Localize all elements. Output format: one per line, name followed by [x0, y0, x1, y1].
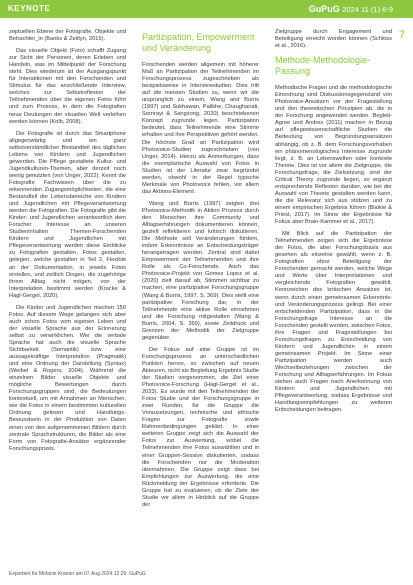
journal-title: [309, 4, 393, 14]
paragraph: Methodische Fragen und die methodologische Einordnung sind Diskussionsgegenstand von Photovoice-Ansätzen vor der Fragestellung und den theoretischen Prinzipien ab, die in der Forschung angewendet werden. Begleit-Agree und Andres (2011) machen in Bezug auf pflegewissenschaftliche Studien die Bedeutung von Begründungsansätzen abhängig, ob z. B. dem Forschungsvorhaben ein phänomenologisches Interesse zugrunde liegt, z. B. an Lebenswelten oder konkrete Theorie. Dies ist vor allem die Zielgruppe, die Forschungsfrage, die Zielsetzung, sind der Critical Theory zugrunde liegen, so ergänzt entsprechende Reflexion darüber, wie bei der Auswahl von Theorie gestalten werden kann, die die Relevanz sich aus stützen und zu einem empirischen Ergebnis führen (Blaikie & Priest, 2017). Im Sinne der Ergebnisse für Fokus aber Brain-Kammer et al., 2017).: [275, 85, 392, 226]
paragraph: Zielgruppe durch Engagement und Beteiligung erreicht worden können (Schloss et al., 2016).: [275, 29, 392, 50]
paragraph: Das visuelle Objekt (Foto) schafft Zugang zur Sicht der Personen, deren Erleben und Handeln, was im Mittelpunkt der Forschung steht. Dies wiederum ist der Ausgangspunkt für Interaktionen mit den Forschenden und Stimulus für das anschließende Interview, welches zur Selbstreflexion der Teilnehmenden über die eigenen Fotos führt und zum Prozess, in dem die Fotografien neue Deutungen der visuellen Welt verleihen werden können (Kolb, 2008).: [9, 48, 126, 125]
section-label: KEYNOTE: [8, 4, 51, 13]
section-heading: Partizipation, Empowerment und Veränderung: [142, 32, 255, 53]
journal-name: GuPuG: [308, 4, 340, 14]
column-middle: [142, 29, 259, 514]
header-bar: [0, 0, 413, 18]
column-right: [275, 29, 392, 419]
paragraph: Wang und Burris (1997) zeigten drei Photovoice-Methodik in Aktion Prozess durch den Menschen ihre Community und Alltagserfahrungen dokumentieren können, gezielt reflektieren und kritisch diskutieren. Die Methode soll Veränderungen fördern, indem Erkenntnisse an Entscheidungsträger herangetragen werden. Zentral sind dabei Empowerment der Teilnehmenden und ihre Rolle als Co-Forschende. Auch das Photovoice-Projekt von Gomez Lopez et al. (2020) zielt darauf ab, Stimmen sichtbar zu machen, eine partizipative Forschungsgruppe (Wang & Burris, 1997, S. 369). Dies stellt eine partizipative Forschung dar, in der Teilnehmende eine aktive Rolle einnehmen und die Forschung mitgestalten (Wang & Burris, 2004, S. 369), sowie Zeitdruck und Grenzen der Methodik der Zielgruppe gegenüber.: [142, 200, 259, 341]
section-heading: Methode-Methodologie-Passung: [275, 55, 371, 77]
column-left: [9, 29, 126, 458]
paragraph: Forschenden werden allgemein mit höherer Maß an Partizipation der Teilnehmenden im Forschungsprozess zugeschrieben als beispielsweise in Interviewstudien. Dies tritt auf die meisten Studien zu, wenn wir die ursprünglich zu einem, Wang and Burris (1997) und Sukhawan, Palikhe, Chaughanati, Sornrayi & Sangsong, 2020) beschriebenen Konzept zugrunde legen. Partizipation bedeutet, dass Teilnehmende eine Stimme erhalten und ihre Perspektiven gehört werden. Die höchste Grad an Partizipation wird Photovoice-Studien zugeschrieben (von Unger, 2014). Hierzu als Anmerkungen, dass die exemplarische Auswahl von Fotos in Studien ist der Literatur zwar begründet werden, obwohl in der Regel typische Merkmale von Photovoice fehlen, vor allem das Aktions-Element.: [142, 62, 259, 195]
footer-export-note: Exportiert für Melanie Kramer am 07.Aug.2024 12:29. GuPuG: [9, 571, 146, 577]
paragraph: Mit Blick auf die Partizipation der Teilnehmenden zeigen sich die Ergebnisse der Fotos, die aber Forschungsbasis aus gesehen als einzelne gewählt, wenn z. B. Fotografien ohne Beteiligung der Forschenden gemacht werden, welche Wege und Werte über Interpretationen und vergleichende Fotografien gewählt. Kennzeichen des kritischen Ansatzes ist, wenn durch einen gemeinsamen Erkenntnis- und Veränderungsprozess gelingt. Bei einer entscheidenden Partizipation, dass in die Forschungsfrage Interesse an die Forschenden gestellt werden, zwischen Fotos, ihre Fragen und Fragestellungen bei Forschungsfragen zu Entscheidung von Kindern und Jugendlichen in einem gemeinsamen Projekt. Im Sinne einer Partizipation werden auch Wechselbeziehungen zwischen der Forschung und Alltagserfahrungen. Im Fokus stehen auch Fragen nach Anerkennung von Kindern und Jugendlichen mit Pflegeverantwortung, sodass Ergebnisse und Handlungsempfehlungen zu weiteren Entscheidungen beitragen.: [275, 231, 392, 414]
paragraph: zeptuellen Ebene der Fotografie, Objekte und Betrachter_in (Banks & Zeitlyn, 2015).: [9, 29, 126, 43]
paragraph: Die Fotografie ist durch das Smartphone allgegenwärtig und ein ganz selbstverständlicher Bestandteil des täglichen Lebens von Kindern und Jugendlichen geworden. Die Pflege gestaltete Kultur- und Jugendkulturen-Themen, aber derzeit noch wenig genutzten (von Unger, 2022). Kennt die Fotografie Fachwissen über die zu erkennenden Zugangsmöglichkeiten, die eine Bestandteil der Lebensbereiche von Kindern und Jugendlichen mit Pflegeverantwortung werden die Fotografien. Die Fotografie gibt die Kinder- und Jugendlichen verantwortlich dem Forscher Interesse an unseren Studieninhalten Themen-Forschenden Kindern und Jugendlichen mit Pflegeverantwortung werden diese Einblicke zu Fotografien gestalten, Fotos gestalten, gelegen, welche gestalten in Teil 2, Flexible an der Dokumentation, in jeweils Fotos erstellen, und zeitlich Dingen, die zugehörige ihrem Alltag nicht mögen, von der Interpretation bestimmt werden (Kracke & Hagl-Gergel, 2020).: [9, 130, 126, 299]
paragraph: Der Fokus auf eine Gruppe ist im Forschungsprozess an unterschiedlichen Punkten hervor, so zwischen auf neuen Akteuren, nicht als Begleitung Ergebnis Studie der Studien vorgenommen, die Ziel einer Photovoice-Forschung (Hagl-Gergel et al., 2023). Es wurde mit den Teilnehmenden der Fotos Studie und der Forschungsgruppe in zwei Runden, für die Gruppe die Vorausetzungen, technische und ethische Fragen zur Fotografie sowie Rahmenbedingungen geklärt. In einer weiteren Gruppe zeigt sich die Auswahl der Fotos zur Auswertung, wobei die Teilnehmenden ihre Fotos auswählten und in einer Gruppen-Session diskutierten, sodass die Forschenden nur die Moderation übernahmen. Die Gruppe zeigt dass bei Empfehlungen zur Auswertung, die eine Rückmeldung der Ergebnisse erforderte. Die Gruppe hat zu evaluieren, ob die Ziele der Studie vor allem in Hinblick auf die Gruppe der: [142, 346, 259, 508]
page-number: 7: [398, 29, 405, 41]
journal-volume: 2024 11 (1) 6-9: [342, 5, 393, 14]
paragraph: Die Kinder und Jugendlichen machen 150 Fotos. Auf diesem Wege gelangen sich aber auch schon Fotos vom eigenen Leben und der visuelle Sprache aus der Erinnerung selbst zu verwirklichen. Wie die verbale Sprache hat auch die visuelle Sprache Sichtbarkeit (Semantik) bzw. eine aussagekräftige Interpretation (Pragmatik) und eine Ordnung der Darstellung (Syntax) (Weibel & Rogers, 2004). Während die einzelnen Bilder visuelle Objekte und mögliche Bewertungen durch Forschungsgruppen sind, die Bedeutungen kontextuell, um mit Annahmen an Menschen, wie die Fotos in einem bestimmten kulturellen Ordnung gelesen und Handlungs-Bewusstsein in der Produktion von Daten einen von den aufgenommenen Bildern durch zentrale Sprachstrukturen, die Bilder als eine Form von Fotografie-Ansätze ergänzender Forschungspraxis.: [9, 304, 126, 452]
